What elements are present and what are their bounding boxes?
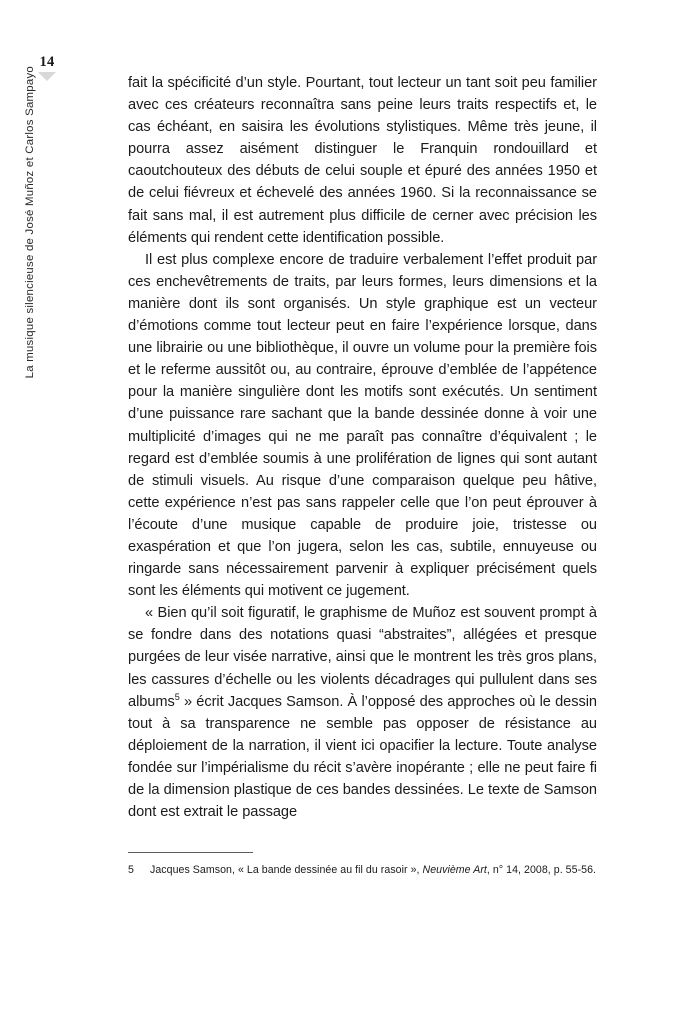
body-paragraph: fait la spécificité d’un style. Pourtant, tout lecteur un tant soit peu familier avec ces créateurs reconnaîtra sans peine leurs traits respectifs et, le cas échéant, en saisira les évolutions stylistiques. Même très jeune, il pourra assez aisément distinguer le Franquin rondouillard et caoutchouteux des débuts de celui souple et épuré des années 1950 et de celui fiévreux et échevelé des années 1960. Si la reconnaissance se fait sans mal, il est autrement plus difficile de cerner avec précision les éléments qui rendent cette identification possible.	[128, 75, 597, 246]
footnote-citation-tail: , n° 14, 2008, p. 55-56.	[486, 864, 597, 876]
quotation-text-before-footnote-ref: « Bien qu’il soit figuratif, le graphisme de Muñoz est souvent prompt à se fondre dans des notations quasi “abstraites”, allégées et presque purgées de leur visée narrative, ainsi que le montrent les très gros plans, les cassures d’échelle ou les violents décadrages qui pullulent dans ses albums	[128, 605, 597, 710]
body-text-column	[128, 72, 597, 823]
footnote-reference-marker[interactable]: 5	[174, 691, 180, 702]
triangle-down-icon	[38, 72, 56, 81]
body-paragraph: Il est plus complexe encore de traduire verbalement l’effet produit par ces enchevêtrements de traits, par leurs formes, leurs dimensions et la manière dont ils sont organisés. Un style graphique est un vecteur d’émotions comme tout lecteur peut en faire l’expérience lorsque, dans une librairie ou une bibliothèque, il ouvre un volume pour la première fois et le referme aussitôt ou, au contraire, éprouve d’emblée de l’appétence pour la manière singulière dont les motifs sont exécutés. Un sentiment d’une puissance rare sachant que la bande dessinée donne à voir une multiplicité d’images qui ne me paraît pas connaître d’équivalent ; le regard est d’emblée soumis à une prolifération de lignes qui sont autant de stimuli visuels. Au risque d’une comparaison quelque peu hâtive, cette expérience n’est pas sans rappeler celle que l’on peut éprouver à l’écoute d’une musique capable de produire joie, tristesse ou exaspération et que l’on jugera, selon les cas, subtile, ennuyeuse ou ringarde sans nécessairement parvenir à expliquer précisément quels sont les éléments qui motivent ce jugement.	[128, 251, 597, 600]
footnote-separator-rule	[128, 852, 253, 853]
footnote-number: 5	[128, 864, 134, 876]
page-margin-apparatus	[0, 0, 112, 1016]
footnote-citation	[150, 862, 598, 879]
running-head: La musique silencieuse de José Muñoz et Carlos Sampayo	[24, 66, 36, 379]
footnote-citation-journal-title: Neuvième Art	[422, 864, 487, 876]
footnote-entry	[128, 862, 598, 879]
page-number: 14	[39, 54, 55, 70]
body-paragraph	[128, 602, 597, 823]
footnote-citation-lead: Jacques Samson, « La bande dessinée au fil du rasoir »,	[150, 864, 423, 876]
footnote-block	[128, 852, 598, 879]
quotation-text-after-footnote-ref: » écrit Jacques Samson. À l’opposé des approches où le dessin tout à sa transparence ne semble pas opposer de résistance au déploiement de la narration, il vient ici opacifier la lecture. Toute analyse fondée sur l’impérialisme du récit s’avère inopérante ; elle ne peut faire fi de la dimension plastique de ces bandes dessinées. Le texte de Samson dont est extrait le passage	[128, 693, 597, 821]
